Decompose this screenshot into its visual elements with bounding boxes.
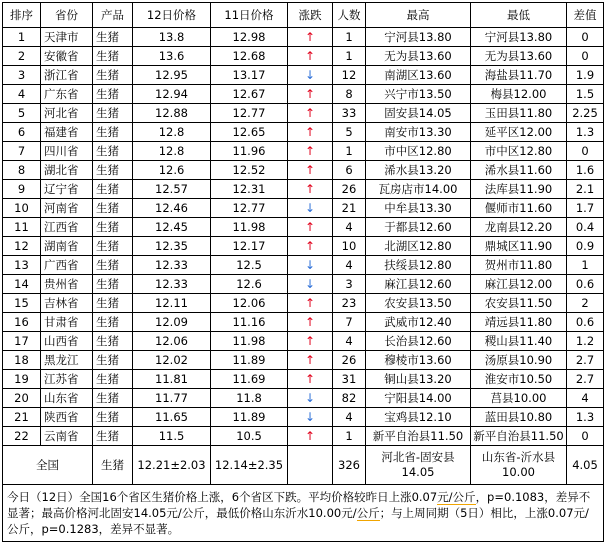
cell-price-11: 12.17 xyxy=(211,237,288,256)
cell-lowest: 无为县13.60 xyxy=(471,47,567,66)
cell-change xyxy=(288,142,333,161)
cell-lowest: 法库县11.90 xyxy=(471,180,567,199)
cell-count: 1 xyxy=(333,427,366,446)
cell-diff: 1.3 xyxy=(567,408,604,427)
summary-change xyxy=(288,446,333,485)
arrow-down-icon: ↓ xyxy=(304,257,316,272)
cell-rank: 12 xyxy=(3,237,41,256)
table-row xyxy=(3,28,604,47)
cell-price-12: 11.5 xyxy=(133,427,211,446)
cell-province: 江苏省 xyxy=(41,370,93,389)
table-row xyxy=(3,66,604,85)
note-unit-2: 公斤 xyxy=(356,506,380,520)
header-rank: 排序 xyxy=(3,3,41,28)
cell-product: 生猪 xyxy=(93,351,133,370)
cell-count: 12 xyxy=(333,66,366,85)
cell-rank: 11 xyxy=(3,218,41,237)
cell-change xyxy=(288,237,333,256)
cell-price-11: 12.52 xyxy=(211,161,288,180)
cell-price-11: 11.98 xyxy=(211,218,288,237)
cell-price-11: 10.5 xyxy=(211,427,288,446)
cell-price-12: 12.35 xyxy=(133,237,211,256)
summary-price-12: 12.21±2.03 xyxy=(133,446,211,485)
cell-lowest: 稷山县11.40 xyxy=(471,332,567,351)
cell-lowest: 海盐县11.70 xyxy=(471,66,567,85)
summary-product: 生猪 xyxy=(93,446,133,485)
table-body xyxy=(3,28,604,446)
table-row xyxy=(3,313,604,332)
cell-price-12: 12.33 xyxy=(133,275,211,294)
cell-province: 广东省 xyxy=(41,85,93,104)
header-diff: 差值 xyxy=(567,3,604,28)
cell-diff: 1.3 xyxy=(567,123,604,142)
cell-lowest: 鼎城区11.90 xyxy=(471,237,567,256)
cell-count: 26 xyxy=(333,180,366,199)
cell-price-12: 12.57 xyxy=(133,180,211,199)
note-text-1: 今日（12日）全国16个省区生猪价格上涨，6个省区下跌。平均价格较昨日上涨0.07 xyxy=(7,490,438,504)
arrow-up-icon: ↑ xyxy=(304,352,316,367)
cell-diff: 0 xyxy=(567,427,604,446)
cell-price-11: 12.6 xyxy=(211,275,288,294)
arrow-down-icon: ↓ xyxy=(304,409,316,424)
cell-count: 3 xyxy=(333,275,366,294)
cell-count: 82 xyxy=(333,389,366,408)
table-row xyxy=(3,199,604,218)
cell-change xyxy=(288,294,333,313)
cell-diff: 0 xyxy=(567,28,604,47)
table-row xyxy=(3,351,604,370)
note-unit-1: 元/公斤 xyxy=(437,490,476,504)
arrow-down-icon: ↓ xyxy=(304,390,316,405)
arrow-up-icon: ↑ xyxy=(304,371,316,386)
cell-lowest: 新平自治县11.50 xyxy=(471,427,567,446)
cell-price-12: 11.77 xyxy=(133,389,211,408)
cell-province: 安徽省 xyxy=(41,47,93,66)
header-price-12: 12日价格 xyxy=(133,3,211,28)
cell-rank: 22 xyxy=(3,427,41,446)
cell-province: 天津市 xyxy=(41,28,93,47)
summary-highest: 河北省-固安县14.05 xyxy=(366,446,471,485)
cell-lowest: 淮安市10.50 xyxy=(471,370,567,389)
cell-price-12: 12.33 xyxy=(133,256,211,275)
cell-lowest: 蓝田县10.80 xyxy=(471,408,567,427)
header-row xyxy=(3,3,604,28)
cell-rank: 15 xyxy=(3,294,41,313)
cell-highest: 兴宁市13.50 xyxy=(366,85,471,104)
price-report xyxy=(2,2,604,542)
cell-price-11: 12.67 xyxy=(211,85,288,104)
header-change: 涨跌 xyxy=(288,3,333,28)
arrow-up-icon: ↑ xyxy=(304,238,316,253)
table-row xyxy=(3,104,604,123)
table-row xyxy=(3,142,604,161)
table-row xyxy=(3,427,604,446)
summary-row xyxy=(3,446,604,485)
cell-diff: 1.2 xyxy=(567,332,604,351)
cell-product: 生猪 xyxy=(93,294,133,313)
cell-province: 黑龙江 xyxy=(41,351,93,370)
cell-province: 辽宁省 xyxy=(41,180,93,199)
cell-change xyxy=(288,275,333,294)
cell-lowest: 梅县12.00 xyxy=(471,85,567,104)
cell-lowest: 农安县11.50 xyxy=(471,294,567,313)
arrow-up-icon: ↑ xyxy=(304,428,316,443)
cell-change xyxy=(288,199,333,218)
cell-price-12: 12.06 xyxy=(133,332,211,351)
cell-product: 生猪 xyxy=(93,66,133,85)
cell-price-11: 11.16 xyxy=(211,313,288,332)
cell-price-12: 12.88 xyxy=(133,104,211,123)
cell-product: 生猪 xyxy=(93,28,133,47)
cell-change xyxy=(288,351,333,370)
cell-price-12: 12.46 xyxy=(133,199,211,218)
summary-lowest: 山东省-沂水县10.00 xyxy=(471,446,567,485)
cell-rank: 19 xyxy=(3,370,41,389)
table-row xyxy=(3,370,604,389)
cell-change xyxy=(288,370,333,389)
cell-province: 吉林省 xyxy=(41,294,93,313)
cell-product: 生猪 xyxy=(93,218,133,237)
cell-diff: 0.6 xyxy=(567,313,604,332)
cell-count: 26 xyxy=(333,351,366,370)
cell-highest: 市中区12.80 xyxy=(366,142,471,161)
note-text-3: ；与上周同期（5日）相比，上涨0.07元/公斤，p=0.1283，差异不显著。 xyxy=(7,506,589,536)
cell-product: 生猪 xyxy=(93,389,133,408)
table-row xyxy=(3,123,604,142)
cell-highest: 新平自治县11.50 xyxy=(366,427,471,446)
cell-price-11: 13.17 xyxy=(211,66,288,85)
cell-diff: 2.7 xyxy=(567,370,604,389)
cell-lowest: 延平区12.00 xyxy=(471,123,567,142)
cell-rank: 3 xyxy=(3,66,41,85)
cell-change xyxy=(288,28,333,47)
table-row xyxy=(3,256,604,275)
cell-diff: 0.9 xyxy=(567,237,604,256)
table-row xyxy=(3,332,604,351)
table-row xyxy=(3,47,604,66)
cell-price-11: 11.98 xyxy=(211,332,288,351)
cell-highest: 武威市12.40 xyxy=(366,313,471,332)
table-row xyxy=(3,408,604,427)
cell-count: 1 xyxy=(333,47,366,66)
cell-highest: 农安县13.50 xyxy=(366,294,471,313)
arrow-up-icon: ↑ xyxy=(304,48,316,63)
cell-lowest: 市中区12.80 xyxy=(471,142,567,161)
cell-price-11: 12.77 xyxy=(211,104,288,123)
table-row xyxy=(3,237,604,256)
cell-rank: 4 xyxy=(3,85,41,104)
cell-diff: 4 xyxy=(567,389,604,408)
table-row xyxy=(3,275,604,294)
cell-product: 生猪 xyxy=(93,180,133,199)
cell-price-11: 12.98 xyxy=(211,28,288,47)
note-text-2: ，p=0.1083，差异不显著；最高价格河北固安14.05元/公斤，最低价格山东沂水10.00元/ xyxy=(7,490,591,520)
cell-province: 湖北省 xyxy=(41,161,93,180)
cell-diff: 1 xyxy=(567,256,604,275)
table-row xyxy=(3,218,604,237)
cell-highest: 穆棱市13.60 xyxy=(366,351,471,370)
cell-change xyxy=(288,332,333,351)
header-lowest: 最低 xyxy=(471,3,567,28)
cell-change xyxy=(288,218,333,237)
cell-product: 生猪 xyxy=(93,199,133,218)
cell-price-12: 12.02 xyxy=(133,351,211,370)
arrow-down-icon: ↓ xyxy=(304,200,316,215)
cell-rank: 9 xyxy=(3,180,41,199)
cell-rank: 5 xyxy=(3,104,41,123)
arrow-up-icon: ↑ xyxy=(304,181,316,196)
cell-province: 甘肃省 xyxy=(41,313,93,332)
cell-diff: 1.5 xyxy=(567,85,604,104)
cell-count: 4 xyxy=(333,408,366,427)
cell-price-11: 12.77 xyxy=(211,199,288,218)
cell-rank: 14 xyxy=(3,275,41,294)
arrow-up-icon: ↑ xyxy=(304,143,316,158)
cell-highest: 瓦房店市14.00 xyxy=(366,180,471,199)
arrow-up-icon: ↑ xyxy=(304,314,316,329)
cell-province: 江西省 xyxy=(41,218,93,237)
cell-province: 湖南省 xyxy=(41,237,93,256)
cell-change xyxy=(288,123,333,142)
cell-count: 23 xyxy=(333,294,366,313)
cell-highest: 宁阳县14.00 xyxy=(366,389,471,408)
cell-count: 4 xyxy=(333,332,366,351)
cell-product: 生猪 xyxy=(93,275,133,294)
cell-province: 河南省 xyxy=(41,199,93,218)
table-row xyxy=(3,85,604,104)
cell-highest: 南安市13.30 xyxy=(366,123,471,142)
cell-product: 生猪 xyxy=(93,256,133,275)
cell-product: 生猪 xyxy=(93,427,133,446)
cell-lowest: 汤原县10.90 xyxy=(471,351,567,370)
cell-highest: 北湖区12.80 xyxy=(366,237,471,256)
cell-price-11: 12.68 xyxy=(211,47,288,66)
cell-price-12: 11.81 xyxy=(133,370,211,389)
cell-lowest: 贺州市11.80 xyxy=(471,256,567,275)
cell-price-11: 11.89 xyxy=(211,351,288,370)
cell-lowest: 偃师市11.60 xyxy=(471,199,567,218)
cell-change xyxy=(288,427,333,446)
cell-highest: 长治县12.60 xyxy=(366,332,471,351)
arrow-down-icon: ↓ xyxy=(304,67,316,82)
cell-rank: 8 xyxy=(3,161,41,180)
cell-highest: 固安县14.05 xyxy=(366,104,471,123)
cell-province: 广西省 xyxy=(41,256,93,275)
header-highest: 最高 xyxy=(366,3,471,28)
arrow-up-icon: ↑ xyxy=(304,295,316,310)
cell-diff: 0 xyxy=(567,142,604,161)
header-province: 省份 xyxy=(41,3,93,28)
header-product: 产品 xyxy=(93,3,133,28)
cell-product: 生猪 xyxy=(93,104,133,123)
header-count: 人数 xyxy=(333,3,366,28)
cell-diff: 2.1 xyxy=(567,180,604,199)
cell-product: 生猪 xyxy=(93,161,133,180)
cell-rank: 7 xyxy=(3,142,41,161)
arrow-up-icon: ↑ xyxy=(304,162,316,177)
cell-highest: 南湖区13.60 xyxy=(366,66,471,85)
cell-lowest: 玉田县11.80 xyxy=(471,104,567,123)
cell-price-12: 12.09 xyxy=(133,313,211,332)
cell-product: 生猪 xyxy=(93,47,133,66)
cell-province: 福建省 xyxy=(41,123,93,142)
cell-change xyxy=(288,104,333,123)
cell-product: 生猪 xyxy=(93,408,133,427)
summary-price-11: 12.14±2.35 xyxy=(211,446,288,485)
cell-change xyxy=(288,161,333,180)
cell-highest: 铜山县13.20 xyxy=(366,370,471,389)
arrow-up-icon: ↑ xyxy=(304,333,316,348)
cell-highest: 宁河县13.80 xyxy=(366,28,471,47)
cell-change xyxy=(288,66,333,85)
arrow-up-icon: ↑ xyxy=(304,124,316,139)
cell-province: 四川省 xyxy=(41,142,93,161)
arrow-up-icon: ↑ xyxy=(304,29,316,44)
arrow-down-icon: ↓ xyxy=(304,276,316,291)
cell-product: 生猪 xyxy=(93,313,133,332)
cell-price-11: 12.65 xyxy=(211,123,288,142)
cell-count: 31 xyxy=(333,370,366,389)
cell-lowest: 靖远县11.80 xyxy=(471,313,567,332)
cell-price-12: 12.45 xyxy=(133,218,211,237)
cell-price-11: 11.96 xyxy=(211,142,288,161)
cell-price-12: 12.6 xyxy=(133,161,211,180)
cell-count: 7 xyxy=(333,313,366,332)
cell-price-11: 11.69 xyxy=(211,370,288,389)
cell-diff: 2.7 xyxy=(567,351,604,370)
cell-rank: 18 xyxy=(3,351,41,370)
arrow-up-icon: ↑ xyxy=(304,219,316,234)
arrow-up-icon: ↑ xyxy=(304,105,316,120)
cell-highest: 于都县12.60 xyxy=(366,218,471,237)
cell-count: 21 xyxy=(333,199,366,218)
cell-diff: 2 xyxy=(567,294,604,313)
cell-count: 6 xyxy=(333,161,366,180)
cell-count: 10 xyxy=(333,237,366,256)
cell-change xyxy=(288,313,333,332)
cell-diff: 0.4 xyxy=(567,218,604,237)
cell-price-11: 12.5 xyxy=(211,256,288,275)
cell-diff: 0 xyxy=(567,47,604,66)
cell-price-12: 12.8 xyxy=(133,123,211,142)
cell-count: 1 xyxy=(333,142,366,161)
cell-price-12: 13.8 xyxy=(133,28,211,47)
arrow-up-icon: ↑ xyxy=(304,86,316,101)
cell-lowest: 麻江县12.00 xyxy=(471,275,567,294)
cell-highest: 麻江县12.60 xyxy=(366,275,471,294)
cell-highest: 扶绥县12.80 xyxy=(366,256,471,275)
cell-change xyxy=(288,180,333,199)
cell-price-11: 11.89 xyxy=(211,408,288,427)
summary-diff: 4.05 xyxy=(567,446,604,485)
cell-diff: 0.6 xyxy=(567,275,604,294)
cell-price-11: 12.06 xyxy=(211,294,288,313)
cell-rank: 21 xyxy=(3,408,41,427)
cell-price-12: 12.95 xyxy=(133,66,211,85)
cell-lowest: 宁河县13.80 xyxy=(471,28,567,47)
cell-count: 4 xyxy=(333,256,366,275)
cell-diff: 1.7 xyxy=(567,199,604,218)
cell-change xyxy=(288,85,333,104)
cell-diff: 1.6 xyxy=(567,161,604,180)
cell-rank: 16 xyxy=(3,313,41,332)
cell-product: 生猪 xyxy=(93,85,133,104)
cell-price-11: 12.31 xyxy=(211,180,288,199)
cell-change xyxy=(288,256,333,275)
cell-price-12: 12.8 xyxy=(133,142,211,161)
cell-rank: 6 xyxy=(3,123,41,142)
cell-price-11: 11.8 xyxy=(211,389,288,408)
cell-diff: 1.9 xyxy=(567,66,604,85)
cell-rank: 1 xyxy=(3,28,41,47)
price-table xyxy=(2,2,604,542)
cell-count: 1 xyxy=(333,28,366,47)
cell-lowest: 浠水县11.60 xyxy=(471,161,567,180)
cell-product: 生猪 xyxy=(93,123,133,142)
cell-product: 生猪 xyxy=(93,237,133,256)
cell-province: 浙江省 xyxy=(41,66,93,85)
cell-change xyxy=(288,408,333,427)
cell-province: 山东省 xyxy=(41,389,93,408)
table-row xyxy=(3,294,604,313)
cell-count: 33 xyxy=(333,104,366,123)
cell-rank: 10 xyxy=(3,199,41,218)
cell-change xyxy=(288,47,333,66)
cell-highest: 宝鸡县12.10 xyxy=(366,408,471,427)
header-price-11: 11日价格 xyxy=(211,3,288,28)
summary-count: 326 xyxy=(333,446,366,485)
table-row xyxy=(3,389,604,408)
cell-province: 贵州省 xyxy=(41,275,93,294)
cell-highest: 无为县13.60 xyxy=(366,47,471,66)
cell-highest: 浠水县13.20 xyxy=(366,161,471,180)
table-row xyxy=(3,180,604,199)
cell-rank: 2 xyxy=(3,47,41,66)
cell-price-12: 13.6 xyxy=(133,47,211,66)
cell-diff: 2.25 xyxy=(567,104,604,123)
cell-rank: 20 xyxy=(3,389,41,408)
summary-province: 全国 xyxy=(3,446,93,485)
cell-lowest: 莒县10.00 xyxy=(471,389,567,408)
cell-highest: 中牟县13.30 xyxy=(366,199,471,218)
cell-province: 云南省 xyxy=(41,427,93,446)
cell-province: 河北省 xyxy=(41,104,93,123)
cell-price-12: 11.65 xyxy=(133,408,211,427)
cell-lowest: 龙南县12.20 xyxy=(471,218,567,237)
table-row xyxy=(3,161,604,180)
cell-rank: 13 xyxy=(3,256,41,275)
cell-count: 5 xyxy=(333,123,366,142)
cell-product: 生猪 xyxy=(93,370,133,389)
cell-change xyxy=(288,389,333,408)
cell-product: 生猪 xyxy=(93,332,133,351)
cell-count: 8 xyxy=(333,85,366,104)
cell-rank: 17 xyxy=(3,332,41,351)
cell-province: 陕西省 xyxy=(41,408,93,427)
cell-price-12: 12.11 xyxy=(133,294,211,313)
cell-count: 4 xyxy=(333,218,366,237)
cell-price-12: 12.94 xyxy=(133,85,211,104)
cell-product: 生猪 xyxy=(93,142,133,161)
cell-province: 山西省 xyxy=(41,332,93,351)
